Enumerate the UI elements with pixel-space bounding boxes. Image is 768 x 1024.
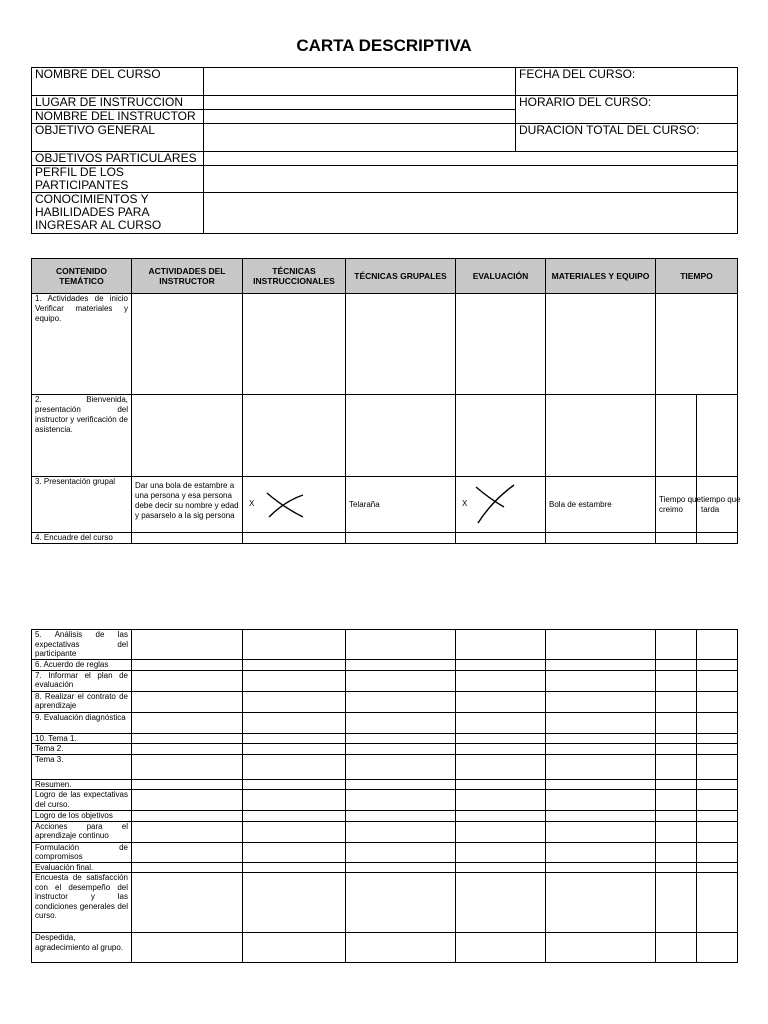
table-row <box>32 842 738 862</box>
empty-cell[interactable] <box>346 790 456 811</box>
empty-cell[interactable] <box>656 754 697 779</box>
empty-cell[interactable] <box>656 691 697 712</box>
empty-cell[interactable] <box>346 754 456 779</box>
empty-cell[interactable] <box>697 842 738 862</box>
row3-contenido: 3. Presentación grupal <box>32 477 132 533</box>
empty-cell[interactable] <box>697 660 738 671</box>
empty-cell[interactable] <box>697 754 738 779</box>
empty-cell[interactable] <box>456 873 546 933</box>
empty-cell[interactable] <box>697 733 738 744</box>
table-row <box>32 691 738 712</box>
empty-cell[interactable] <box>546 811 656 822</box>
empty-cell[interactable] <box>546 842 656 862</box>
row-contenido: Evaluación final. <box>32 862 132 873</box>
empty-cell[interactable] <box>132 821 243 842</box>
table-row <box>32 477 738 533</box>
empty-cell[interactable] <box>132 712 243 733</box>
empty-cell[interactable] <box>656 821 697 842</box>
empty-cell[interactable] <box>656 862 697 873</box>
empty-cell[interactable] <box>546 670 656 691</box>
row-contenido: 10. Tema 1. <box>32 733 132 744</box>
label-objetivos-particulares: OBJETIVOS PARTICULARES <box>32 152 204 166</box>
table-row <box>32 670 738 691</box>
empty-cell[interactable] <box>243 821 346 842</box>
empty-cell[interactable] <box>456 779 546 790</box>
empty-cell[interactable] <box>546 630 656 660</box>
empty-cell[interactable] <box>456 712 546 733</box>
table-row <box>32 294 738 395</box>
row-contenido: 6. Acuerdo de reglas <box>32 660 132 671</box>
empty-cell[interactable] <box>243 790 346 811</box>
col-contenido-tematico: CONTENIDO TEMÁTICO <box>32 259 132 294</box>
empty-cell[interactable] <box>456 862 546 873</box>
empty-cell[interactable] <box>656 842 697 862</box>
empty-cell[interactable] <box>656 712 697 733</box>
row-contenido: Resumen. <box>32 779 132 790</box>
label-nombre-curso: NOMBRE DEL CURSO <box>32 68 204 96</box>
field-objetivo-general[interactable] <box>204 124 516 152</box>
empty-cell[interactable] <box>546 712 656 733</box>
row3-evaluacion: X <box>456 477 546 533</box>
label-objetivo-general: OBJETIVO GENERAL <box>32 124 204 152</box>
empty-cell[interactable] <box>243 862 346 873</box>
row2-contenido: 2. Bienvenida, presentación del instructor y verificación de asistencia. <box>32 395 132 477</box>
empty-cell[interactable] <box>656 670 697 691</box>
empty-cell[interactable] <box>132 779 243 790</box>
empty-cell[interactable] <box>546 862 656 873</box>
table-row <box>32 395 738 477</box>
empty-cell[interactable] <box>546 744 656 755</box>
cross-mark-icon <box>470 481 520 525</box>
empty-cell[interactable] <box>346 779 456 790</box>
cross-mark-icon <box>263 489 307 521</box>
empty-cell[interactable] <box>656 811 697 822</box>
table-row <box>32 779 738 790</box>
label-lugar: LUGAR DE INSTRUCCION <box>32 96 204 110</box>
table-row <box>32 821 738 842</box>
empty-cell[interactable] <box>243 660 346 671</box>
table-row <box>32 862 738 873</box>
empty-cell[interactable] <box>132 630 243 660</box>
empty-cell[interactable] <box>346 733 456 744</box>
empty-cell[interactable] <box>132 660 243 671</box>
empty-cell[interactable] <box>132 691 243 712</box>
label-instructor: NOMBRE DEL INSTRUCTOR <box>32 110 204 124</box>
empty-cell[interactable] <box>456 754 546 779</box>
empty-cell[interactable] <box>243 842 346 862</box>
empty-cell[interactable] <box>346 862 456 873</box>
table-row <box>32 790 738 811</box>
table-row <box>32 811 738 822</box>
empty-cell[interactable] <box>243 744 346 755</box>
empty-cell[interactable] <box>346 670 456 691</box>
empty-cell[interactable] <box>546 733 656 744</box>
empty-cell[interactable] <box>697 933 738 963</box>
empty-cell[interactable] <box>243 779 346 790</box>
empty-cell[interactable] <box>132 842 243 862</box>
col-tiempo: TIEMPO <box>656 259 738 294</box>
col-materiales-equipo: MATERIALES Y EQUIPO <box>546 259 656 294</box>
empty-cell[interactable] <box>546 933 656 963</box>
empty-cell[interactable] <box>243 933 346 963</box>
empty-cell[interactable] <box>346 873 456 933</box>
col-tecnicas-grupales: TÉCNICAS GRUPALES <box>346 259 456 294</box>
row-contenido: Acciones para el aprendizaje continuo <box>32 821 132 842</box>
empty-cell[interactable] <box>243 630 346 660</box>
empty-cell[interactable] <box>346 630 456 660</box>
empty-cell[interactable] <box>346 933 456 963</box>
empty-cell[interactable] <box>656 744 697 755</box>
empty-cell[interactable] <box>346 712 456 733</box>
row1-contenido: 1. Actividades de inicio Verificar materiales y equipo. <box>32 294 132 395</box>
table-row <box>32 873 738 933</box>
empty-cell[interactable] <box>546 660 656 671</box>
empty-cell[interactable] <box>656 779 697 790</box>
col-tecnicas-instruccionales: TÉCNICAS INSTRUCCIONALES <box>243 259 346 294</box>
field-perfil[interactable] <box>204 166 738 193</box>
row3-tecnicas-grupales: Telaraña <box>346 477 456 533</box>
activities-table <box>31 258 741 544</box>
empty-cell[interactable] <box>697 862 738 873</box>
empty-cell[interactable] <box>243 811 346 822</box>
empty-cell[interactable] <box>697 744 738 755</box>
table-row <box>32 733 738 744</box>
empty-cell[interactable] <box>697 821 738 842</box>
empty-cell[interactable] <box>456 744 546 755</box>
empty-cell[interactable] <box>656 873 697 933</box>
field-nombre-curso[interactable] <box>204 68 516 96</box>
empty-cell[interactable] <box>243 733 346 744</box>
field-objetivos-particulares[interactable] <box>204 152 738 166</box>
label-perfil: PERFIL DE LOS PARTICIPANTES <box>32 166 204 193</box>
empty-cell[interactable] <box>243 754 346 779</box>
empty-cell[interactable] <box>346 744 456 755</box>
table-row <box>32 933 738 963</box>
empty-cell[interactable] <box>697 779 738 790</box>
row-contenido: 5. Análisis de las expectativas del participante <box>32 630 132 660</box>
table-row <box>32 660 738 671</box>
empty-cell[interactable] <box>456 811 546 822</box>
empty-cell[interactable] <box>243 712 346 733</box>
field-conocimientos[interactable] <box>204 193 738 234</box>
row-contenido: Logro de los objetivos <box>32 811 132 822</box>
empty-cell[interactable] <box>656 630 697 660</box>
empty-cell[interactable] <box>132 754 243 779</box>
document-title: CARTA DESCRIPTIVA <box>296 36 472 55</box>
label-fecha-curso: FECHA DEL CURSO: <box>516 68 738 96</box>
row-contenido: Logro de las expectativas del curso. <box>32 790 132 811</box>
empty-cell[interactable] <box>132 933 243 963</box>
empty-cell[interactable] <box>456 933 546 963</box>
row4-contenido: 4. Encuadre del curso <box>32 533 132 544</box>
label-duracion: DURACION TOTAL DEL CURSO: <box>516 124 738 152</box>
col-evaluacion: EVALUACIÓN <box>456 259 546 294</box>
empty-cell[interactable] <box>656 933 697 963</box>
empty-cell[interactable] <box>346 842 456 862</box>
field-lugar[interactable] <box>204 96 516 110</box>
row-contenido: 9. Evaluación diagnóstica <box>32 712 132 733</box>
empty-cell[interactable] <box>456 670 546 691</box>
empty-cell[interactable] <box>132 873 243 933</box>
empty-cell[interactable] <box>132 733 243 744</box>
empty-cell[interactable] <box>346 660 456 671</box>
empty-cell[interactable] <box>697 790 738 811</box>
empty-cell[interactable] <box>656 790 697 811</box>
empty-cell[interactable] <box>456 790 546 811</box>
empty-cell[interactable] <box>697 873 738 933</box>
table-row <box>32 712 738 733</box>
row3-tecnicas-instruccionales: X <box>243 477 346 533</box>
row3-tiempo-1: Tiempo que creimo <box>656 477 697 533</box>
empty-cell[interactable] <box>456 842 546 862</box>
row-contenido: Despedida, agradecimiento al grupo. <box>32 933 132 963</box>
label-horario: HORARIO DEL CURSO: <box>516 96 738 124</box>
row3-tiempo-2: tiempo que tarda <box>697 477 738 533</box>
row-contenido: Formulación de compromisos <box>32 842 132 862</box>
activities-table-continued <box>31 629 738 963</box>
empty-cell[interactable] <box>243 873 346 933</box>
empty-cell[interactable] <box>456 630 546 660</box>
table-row <box>32 630 738 660</box>
empty-cell[interactable] <box>456 660 546 671</box>
empty-cell[interactable] <box>132 790 243 811</box>
empty-cell[interactable] <box>546 873 656 933</box>
empty-cell[interactable] <box>697 670 738 691</box>
row-contenido: Encuesta de satisfacción con el desempeño del instructor y las condiciones generales del curso. <box>32 873 132 933</box>
table-row <box>32 744 738 755</box>
row-contenido: 7. Informar el plan de evaluación <box>32 670 132 691</box>
empty-cell[interactable] <box>697 691 738 712</box>
empty-cell[interactable] <box>546 821 656 842</box>
row-contenido: 8. Realizar el contrato de aprendizaje <box>32 691 132 712</box>
row3-materiales: Bola de estambre <box>546 477 656 533</box>
table-row <box>32 754 738 779</box>
empty-cell[interactable] <box>656 660 697 671</box>
empty-cell[interactable] <box>346 821 456 842</box>
empty-cell[interactable] <box>697 630 738 660</box>
empty-cell[interactable] <box>546 691 656 712</box>
empty-cell[interactable] <box>456 691 546 712</box>
label-conocimientos: CONOCIMIENTOS Y HABILIDADES PARA INGRESAR AL CURSO <box>32 193 204 234</box>
empty-cell[interactable] <box>132 744 243 755</box>
empty-cell[interactable] <box>243 691 346 712</box>
empty-cell[interactable] <box>656 733 697 744</box>
course-info-table <box>31 67 738 234</box>
empty-cell[interactable] <box>546 754 656 779</box>
empty-cell[interactable] <box>243 670 346 691</box>
row-contenido: Tema 2. <box>32 744 132 755</box>
empty-cell[interactable] <box>456 821 546 842</box>
empty-cell[interactable] <box>697 811 738 822</box>
table-row <box>32 533 738 544</box>
col-actividades-instructor: ACTIVIDADES DEL INSTRUCTOR <box>132 259 243 294</box>
empty-cell[interactable] <box>697 712 738 733</box>
empty-cell[interactable] <box>546 779 656 790</box>
empty-cell[interactable] <box>132 862 243 873</box>
empty-cell[interactable] <box>132 811 243 822</box>
field-instructor[interactable] <box>204 110 516 124</box>
empty-cell[interactable] <box>346 691 456 712</box>
row3-actividades: Dar una bola de estambre a una persona y esa persona debe decir su nombre y edad y pasarselo a la sig persona <box>132 477 243 533</box>
empty-cell[interactable] <box>346 811 456 822</box>
empty-cell[interactable] <box>546 790 656 811</box>
empty-cell[interactable] <box>132 670 243 691</box>
row-contenido: Tema 3. <box>32 754 132 779</box>
empty-cell[interactable] <box>456 733 546 744</box>
